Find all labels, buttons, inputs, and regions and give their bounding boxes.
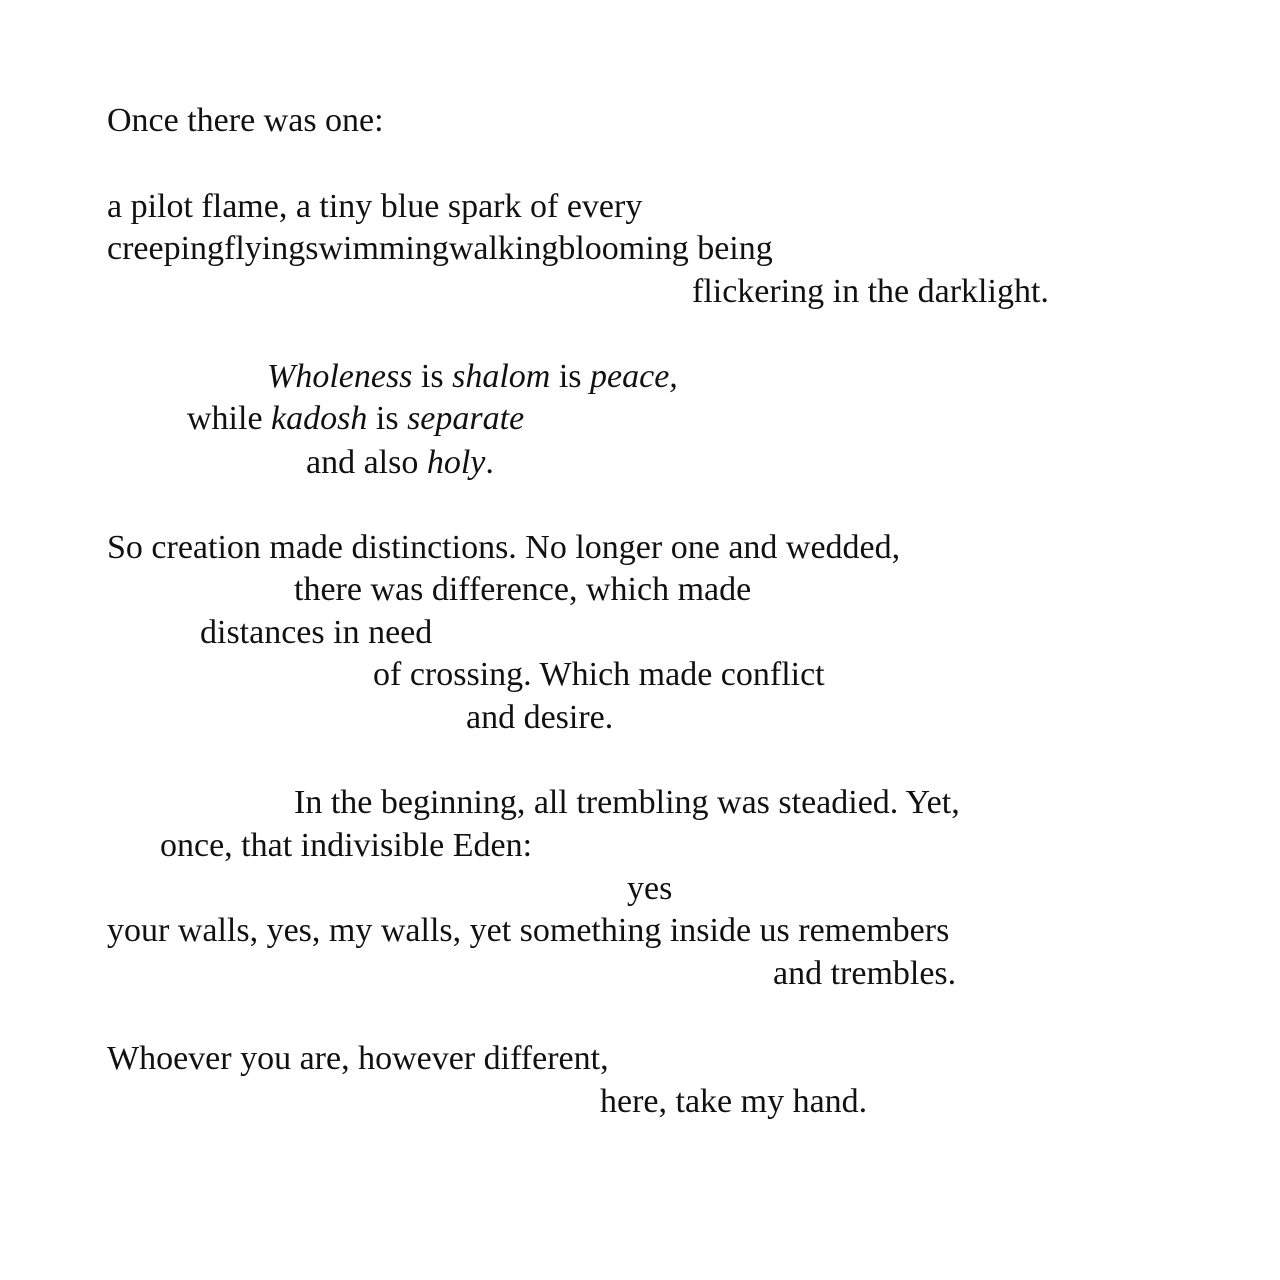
- poem-line: Whoever you are, however different,: [107, 1040, 609, 1077]
- poem-line: creepingflyingswimmingwalkingblooming being: [107, 230, 773, 267]
- poem-line: yes: [627, 870, 673, 907]
- poem-line: distances in need: [200, 614, 433, 651]
- poem-line: and desire.: [466, 699, 614, 736]
- poem-line: [187, 402, 524, 436]
- italic-word: kadosh: [271, 400, 368, 437]
- poem-line: once, that indivisible Eden:: [160, 827, 533, 864]
- word: .: [485, 444, 494, 481]
- poem-line: your walls, yes, my walls, yet something inside us remembers: [107, 912, 950, 949]
- italic-word: Wholeness: [267, 358, 413, 395]
- word: is: [412, 358, 453, 395]
- poem-line: there was difference, which made: [294, 571, 752, 608]
- poem-line: a pilot flame, a tiny blue spark of every: [107, 188, 643, 225]
- poem-line: [306, 446, 494, 480]
- italic-word: peace,: [590, 358, 678, 395]
- poem-line: So creation made distinctions. No longer one and wedded,: [107, 529, 901, 566]
- italic-word: holy: [426, 444, 486, 481]
- word: and also: [306, 444, 427, 481]
- word: is: [550, 358, 591, 395]
- italic-word: shalom: [452, 358, 551, 395]
- poem-line: and trembles.: [773, 955, 957, 992]
- poem-line: In the beginning, all trembling was steadied. Yet,: [294, 784, 960, 821]
- poem-line: flickering in the darklight.: [692, 273, 1049, 310]
- poem-line: Once there was one:: [107, 102, 384, 139]
- poem-line: of crossing. Which made conflict: [373, 656, 825, 693]
- poem-line: here, take my hand.: [600, 1083, 868, 1120]
- italic-word: separate: [407, 400, 525, 437]
- word: is: [367, 400, 408, 437]
- word: while: [187, 400, 272, 437]
- poem-line: [267, 360, 678, 394]
